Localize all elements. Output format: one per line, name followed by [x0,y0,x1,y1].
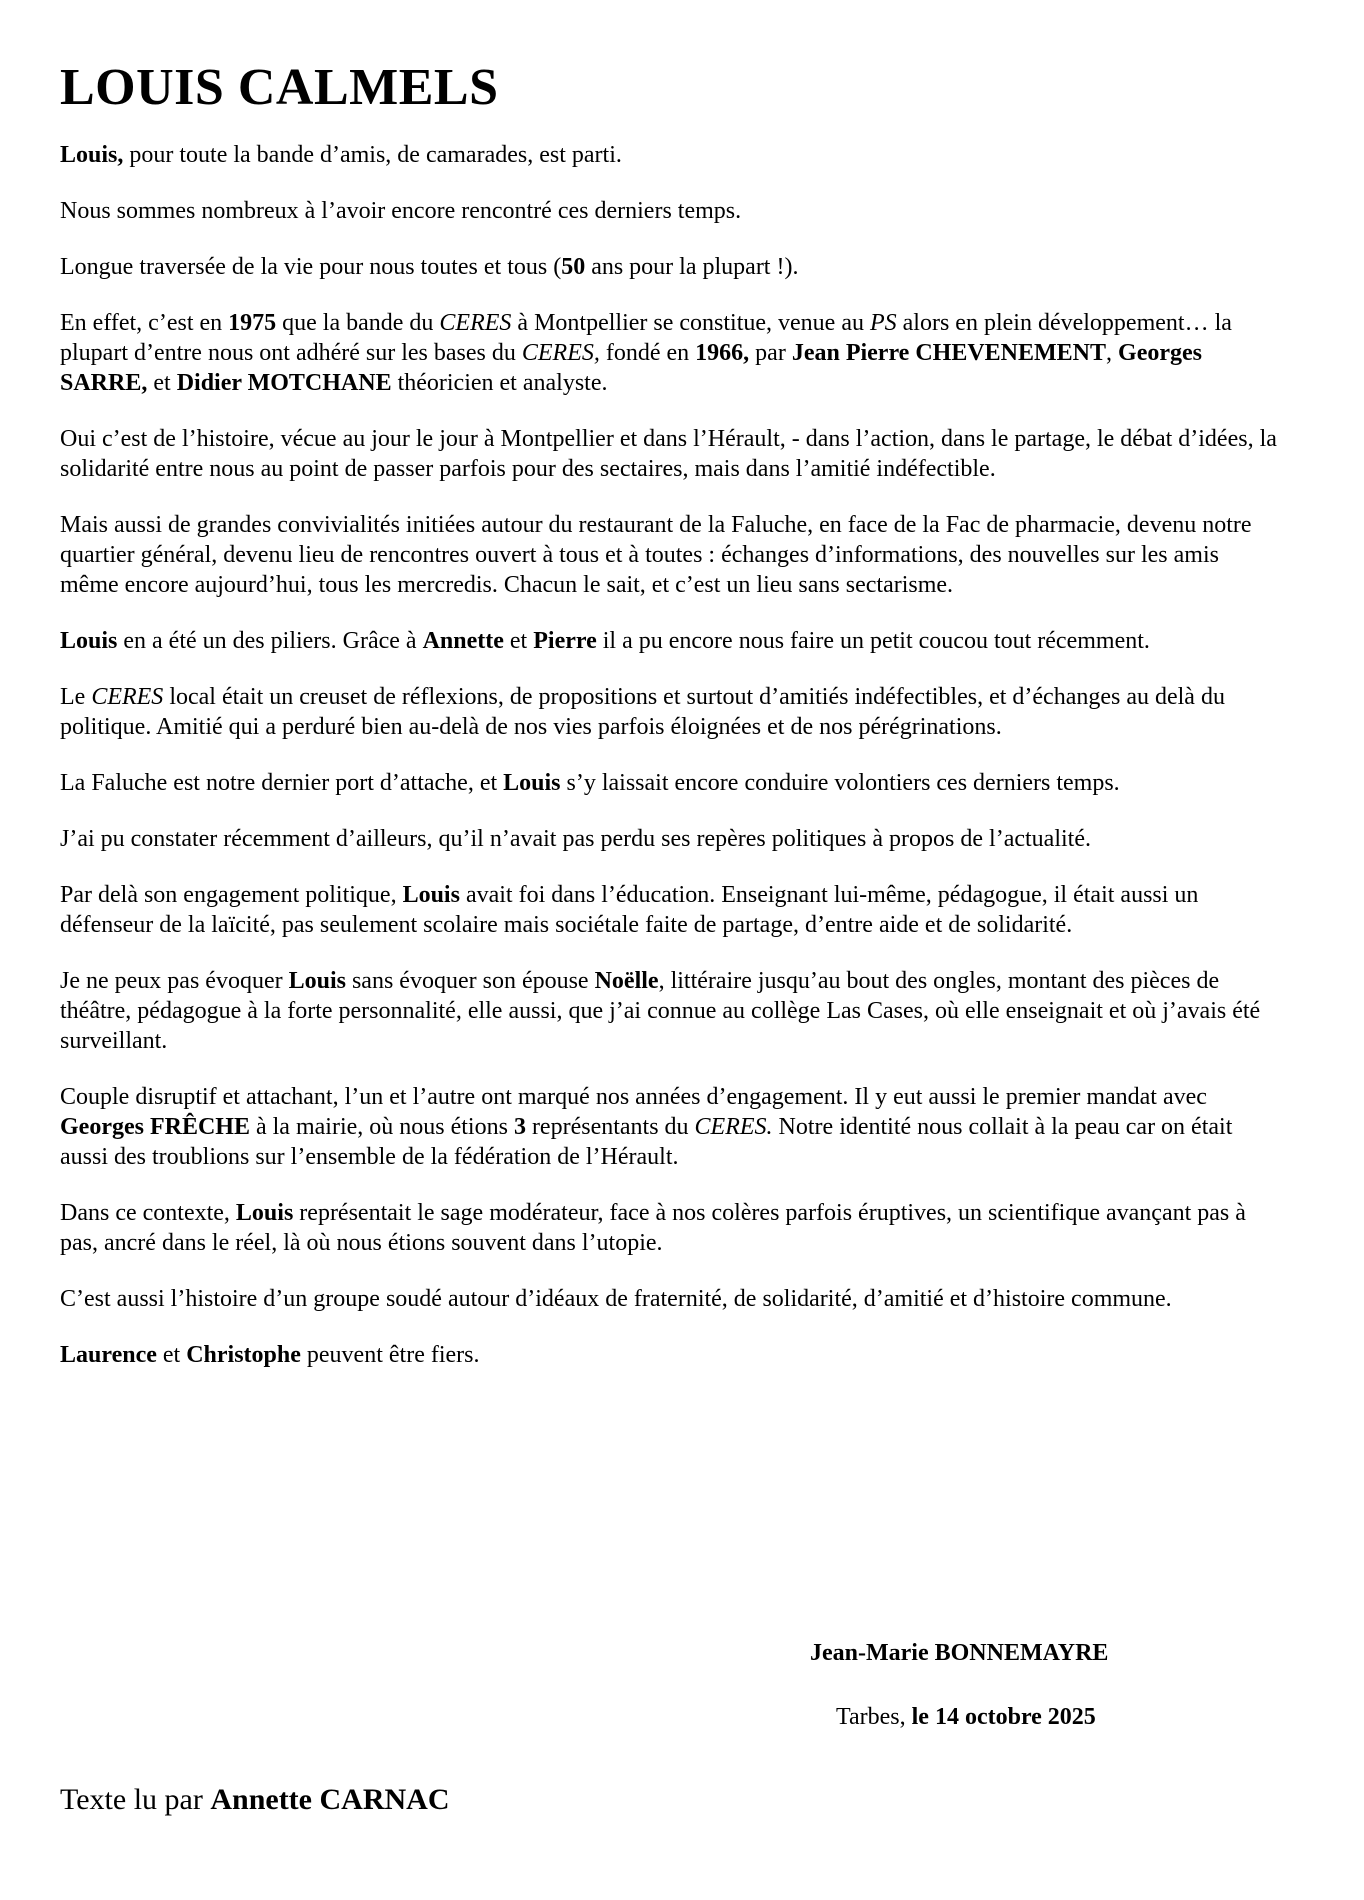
text-run: , littéraire jusqu’au bout des ongles, montant des pièces de théâtre, pédagogue à la forte personnalité, elle aussi, que j’ai connue au collège Las Cases, où elle enseignait et où j’avais été surveillant. [60,968,1261,1054]
bold-text: Louis [503,770,561,796]
bold-text: Annette [422,628,504,654]
italic-text: CERES, [521,340,600,366]
text-run: Par delà son engagement politique, [60,882,403,908]
text-run: En effet, c’est en [60,310,229,336]
bold-text: Louis, [60,142,124,168]
italic-text: CERES [439,310,512,336]
bold-text: Pierre [533,628,597,654]
text-run: à Montpellier se constitue, venue au [511,310,870,336]
text-run: que la bande du [276,310,440,336]
text-run: Je ne peux pas évoquer [60,968,289,994]
paragraph [60,308,1280,398]
bold-text: 3 [513,1114,526,1140]
text-run: sans évoquer son épouse [345,968,595,994]
bold-text: Louis [402,882,460,908]
bold-text: Christophe [186,1342,301,1368]
italic-text: CERES. [694,1114,773,1140]
text-run: fondé en [599,340,696,366]
italic-text: PS [869,310,897,336]
paragraph [60,510,1280,600]
text-run: C’est aussi l’histoire d’un groupe soudé autour d’idéaux de fraternité, de solidarité, d’amitié et d’histoire commune. [60,1286,1172,1312]
text-run: Notre identité nous collait à la peau car on était aussi des troublions sur l’ensemble de la fédération de l’Hérault. [60,1114,1233,1170]
paragraph [60,626,1280,656]
paragraph [60,140,1280,170]
paragraph [60,252,1280,282]
paragraph [60,824,1280,854]
text-run: et [147,370,177,396]
text-run: et [156,1342,187,1368]
text-run: peuvent être fiers. [300,1342,480,1368]
reader-name: Annette CARNAC [210,1783,450,1816]
text-run: avait foi dans l’éducation. Enseignant lui-même, pédagogue, il était aussi un défenseur de la laïcité, pas seulement scolaire mais sociétale faite de partage, d’entre aide et de solidarité. [60,882,1199,938]
text-run: et [503,628,534,654]
document-title: LOUIS CALMELS [60,59,499,116]
text-run: en a été un des piliers. Grâce à [117,628,423,654]
text-run: représentait le sage modérateur, face à nos colères parfois éruptives, un scientifique avançant pas à pas, ancré dans le réel, là où nous étions souvent dans l’utopie. [60,1200,1246,1256]
bold-text: Didier MOTCHANE [176,370,392,396]
text-run: La Faluche est notre dernier port d’attache, et [60,770,504,796]
bold-text: Louis [288,968,346,994]
paragraph [60,768,1280,798]
text-run: J’ai pu constater récemment d’ailleurs, qu’il n’avait pas perdu ses repères politiques à propos de l’actualité. [60,826,1091,852]
text-run: théoricien et analyste. [391,370,608,396]
reader-credit-prefix: Texte lu par [60,1783,211,1816]
text-run: s’y laissait encore conduire volontiers ces derniers temps. [560,770,1120,796]
text-run: Nous sommes nombreux à l’avoir encore rencontré ces derniers temps. [60,198,742,224]
reader-credit [60,1782,449,1818]
paragraph [60,880,1280,940]
text-run: Oui c’est de l’histoire, vécue au jour le jour à Montpellier et dans l’Hérault, - dans l’action, dans le partage, le débat d’idées, la solidarité entre nous au point de passer parfois pour des sectaires, mais dans l’amitié indéfectible. [60,426,1277,482]
paragraph [60,682,1280,742]
text-run: Mais aussi de grandes convivialités initiées autour du restaurant de la Faluche, en face de la Fac de pharmacie, devenu notre quartier général, devenu lieu de rencontres ouvert à tous et à toutes : échanges d’informations, des nouvelles sur les amis même encore aujourd’hui, tous les mercredis. Chacun le sait, et c’est un lieu sans sectarisme. [60,512,1252,598]
text-run: pour toute la bande d’amis, de camarades, est parti. [123,142,622,168]
text-run: local était un creuset de réflexions, de propositions et surtout d’amitiés indéfectibles, et d’échanges au delà du politique. Amitié qui a perduré bien au-delà de nos vies parfois éloignées et de nos pérégrinations. [60,684,1225,740]
text-run: Dans ce contexte, [60,1200,236,1226]
paragraph [60,1082,1280,1172]
text-run: Le [60,684,92,710]
paragraph [60,196,1280,226]
bold-text: 1966, [695,340,750,366]
text-run: il a pu encore nous faire un petit coucou tout récemment. [596,628,1150,654]
italic-text: CERES [91,684,164,710]
bold-text: Louis [60,628,118,654]
signature-place: Tarbes, [836,1704,906,1730]
paragraph [60,1340,1280,1370]
bold-text: Georges FRÊCHE [60,1114,250,1140]
paragraph [60,1284,1280,1314]
text-run: par [749,340,792,366]
signature-date: le 14 octobre 2025 [911,1704,1096,1730]
signature-name: Jean-Marie BONNEMAYRE [810,1640,1109,1666]
paragraph [60,424,1280,484]
bold-text: Louis [235,1200,294,1226]
paragraph [60,966,1280,1056]
bold-text: 50 [561,254,586,280]
bold-text: Laurence [60,1342,157,1368]
paragraph-list [60,140,1280,1370]
text-run: Couple disruptif et attachant, l’un et l’autre ont marqué nos années d’engagement. Il y eut aussi le premier mandat avec [60,1084,1207,1110]
text-run: alors en plein développement… la plupart d’entre nous ont adhéré sur les bases du [60,310,1232,366]
text-run: à la mairie, où nous étions [249,1114,514,1140]
bold-text: Jean Pierre CHEVENEMENT [791,340,1107,366]
text-run: , [1106,340,1119,366]
bold-text: Noëlle [594,968,659,994]
bold-text: 1975 [228,310,277,336]
signature-place-date [836,1702,1096,1732]
document-body [60,58,1280,1396]
paragraph [60,1198,1280,1258]
text-run: représentants du [525,1114,695,1140]
bold-text: Georges SARRE, [60,340,1202,396]
text-run: Longue traversée de la vie pour nous toutes et tous ( [60,254,562,280]
text-run: ans pour la plupart !). [585,254,799,280]
